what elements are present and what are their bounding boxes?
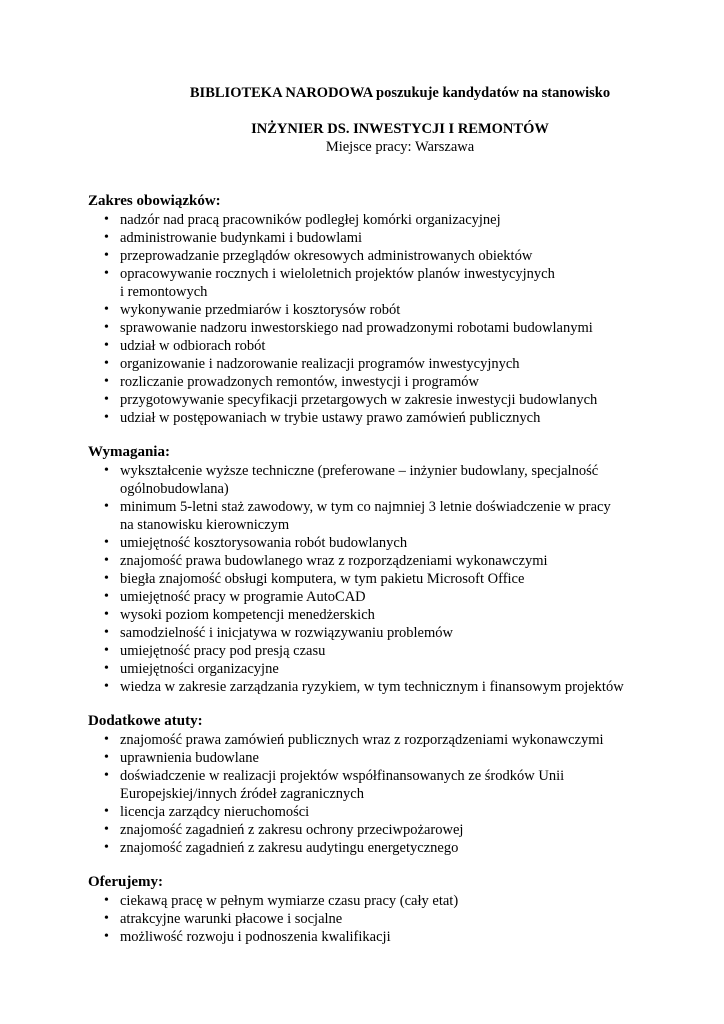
- list-item-text: umiejętności organizacyjne: [120, 661, 279, 677]
- list-item: [88, 892, 684, 910]
- list-item: [88, 803, 684, 821]
- list-item-text: znajomość prawa zamówień publicznych wraz z rozporządzeniami wykonawczymi: [120, 732, 604, 748]
- bullet-icon: •: [104, 911, 109, 926]
- list-item: [88, 731, 684, 749]
- section: [88, 873, 684, 946]
- list-item-text: nadzór nad pracą pracowników podległej komórki organizacyjnej: [120, 212, 501, 228]
- list-item-text: umiejętność pracy pod presją czasu: [120, 643, 326, 659]
- list-item: [88, 355, 684, 373]
- bullet-icon: •: [104, 320, 109, 335]
- list-item-text: atrakcyjne warunki płacowe i socjalne: [120, 911, 343, 927]
- bullet-icon: •: [104, 392, 109, 407]
- bullet-list: [88, 462, 684, 696]
- list-item-text: organizowanie i nadzorowanie realizacji programów inwestycyjnych: [120, 356, 520, 372]
- list-item: [88, 391, 684, 409]
- list-item-text: doświadczenie w realizacji projektów współfinansowanych ze środków Unii: [120, 768, 565, 784]
- list-item: [88, 337, 684, 355]
- list-item-text: wiedza w zakresie zarządzania ryzykiem, w tym technicznym i finansowym projektów: [120, 679, 624, 695]
- bullet-icon: •: [104, 893, 109, 908]
- list-item-text: wysoki poziom kompetencji menedżerskich: [120, 607, 375, 623]
- position-title: INŻYNIER DS. INWESTYCJI I REMONTÓW: [251, 121, 549, 137]
- list-item-text: ciekawą pracę w pełnym wymiarze czasu pracy (cały etat): [120, 893, 459, 909]
- list-item: [88, 660, 684, 678]
- list-item-text: udział w odbiorach robót: [120, 338, 266, 354]
- list-item: [88, 588, 684, 606]
- bullet-icon: •: [104, 929, 109, 944]
- bullet-icon: •: [104, 679, 109, 694]
- list-item: [88, 928, 684, 946]
- section-title: Oferujemy:: [88, 874, 163, 890]
- list-item-text: Europejskiej/innych źródeł zagranicznych: [120, 786, 364, 802]
- list-item: [88, 624, 684, 642]
- work-location: Miejsce pracy: Warszawa: [325, 139, 475, 155]
- bullet-icon: •: [104, 356, 109, 371]
- bullet-icon: •: [104, 302, 109, 317]
- list-item: [88, 821, 684, 839]
- list-item: [88, 570, 684, 588]
- section: [88, 192, 684, 427]
- bullet-icon: •: [104, 410, 109, 425]
- list-item: [88, 749, 684, 767]
- document-header: [0, 84, 724, 156]
- list-item-text: znajomość zagadnień z zakresu ochrony przeciwpożarowej: [120, 822, 464, 838]
- list-item: [88, 839, 684, 857]
- list-item-text: przeprowadzanie przeglądów okresowych administrowanych obiektów: [120, 248, 533, 264]
- bullet-icon: •: [104, 553, 109, 568]
- bullet-icon: •: [104, 840, 109, 855]
- bullet-icon: •: [104, 822, 109, 837]
- section: [88, 443, 684, 696]
- bullet-icon: •: [104, 661, 109, 676]
- list-item: [88, 552, 684, 570]
- list-item: [88, 534, 684, 552]
- list-item-text: możliwość rozwoju i podnoszenia kwalifikacji: [120, 929, 391, 945]
- list-item-text: rozliczanie prowadzonych remontów, inwestycji i programów: [120, 374, 480, 390]
- bullet-icon: •: [104, 804, 109, 819]
- list-item: [88, 301, 684, 319]
- section: [88, 712, 684, 857]
- list-item-text: przygotowywanie specyfikacji przetargowych w zakresie inwestycji budowlanych: [120, 392, 598, 408]
- bullet-list: [88, 731, 684, 857]
- bullet-icon: •: [104, 248, 109, 263]
- list-item-text: biegła znajomość obsługi komputera, w tym pakietu Microsoft Office: [120, 571, 525, 587]
- bullet-icon: •: [104, 374, 109, 389]
- list-item-text: uprawnienia budowlane: [120, 750, 259, 766]
- list-item: [88, 678, 684, 696]
- list-item: [88, 265, 684, 301]
- list-item-text: umiejętność kosztorysowania robót budowlanych: [120, 535, 408, 551]
- list-item: [88, 910, 684, 928]
- list-item-text: i remontowych: [120, 284, 208, 300]
- list-item: [88, 462, 684, 498]
- bullet-icon: •: [104, 212, 109, 227]
- bullet-icon: •: [104, 266, 109, 281]
- list-item: [88, 247, 684, 265]
- section-title: Dodatkowe atuty:: [88, 713, 203, 729]
- list-item: [88, 211, 684, 229]
- bullet-icon: •: [104, 643, 109, 658]
- list-item: [88, 606, 684, 624]
- section-title: Wymagania:: [88, 444, 170, 460]
- bullet-icon: •: [104, 535, 109, 550]
- list-item-text: licencja zarządcy nieruchomości: [120, 804, 310, 820]
- list-item: [88, 498, 684, 534]
- list-item-text: opracowywanie rocznych i wieloletnich projektów planów inwestycyjnych: [120, 266, 555, 282]
- bullet-icon: •: [104, 732, 109, 747]
- list-item-text: minimum 5-letni staż zawodowy, w tym co najmniej 3 letnie doświadczenie w pracy: [120, 499, 611, 515]
- bullet-icon: •: [104, 230, 109, 245]
- list-item-text: umiejętność pracy w programie AutoCAD: [120, 589, 366, 605]
- bullet-icon: •: [104, 338, 109, 353]
- list-item-text: sprawowanie nadzoru inwestorskiego nad prowadzonymi robotami budowlanymi: [120, 320, 593, 336]
- bullet-icon: •: [104, 768, 109, 783]
- list-item-text: wykonywanie przedmiarów i kosztorysów robót: [120, 302, 401, 318]
- announcement-line: BIBLIOTEKA NARODOWA poszukuje kandydatów na stanowisko: [189, 85, 611, 101]
- list-item-text: udział w postępowaniach w trybie ustawy prawo zamówień publicznych: [120, 410, 541, 426]
- bullet-icon: •: [104, 607, 109, 622]
- list-item-text: na stanowisku kierowniczym: [120, 517, 290, 533]
- list-item: [88, 642, 684, 660]
- bullet-icon: •: [104, 499, 109, 514]
- sections-container: [88, 192, 684, 946]
- list-item-text: znajomość zagadnień z zakresu audytingu energetycznego: [120, 840, 459, 856]
- list-item: [88, 319, 684, 337]
- bullet-icon: •: [104, 571, 109, 586]
- bullet-icon: •: [104, 750, 109, 765]
- list-item-text: samodzielność i inicjatywa w rozwiązywaniu problemów: [120, 625, 453, 641]
- bullet-icon: •: [104, 625, 109, 640]
- bullet-list: [88, 211, 684, 427]
- bullet-icon: •: [104, 463, 109, 478]
- bullet-list: [88, 892, 684, 946]
- list-item-text: administrowanie budynkami i budowlami: [120, 230, 363, 246]
- list-item-text: znajomość prawa budowlanego wraz z rozporządzeniami wykonawczymi: [120, 553, 548, 569]
- list-item-text: wykształcenie wyższe techniczne (preferowane – inżynier budowlany, specjalność: [120, 463, 599, 479]
- list-item-text: ogólnobudowlana): [120, 481, 229, 497]
- list-item: [88, 767, 684, 803]
- section-title: Zakres obowiązków:: [88, 193, 221, 209]
- list-item: [88, 229, 684, 247]
- list-item: [88, 409, 684, 427]
- list-item: [88, 373, 684, 391]
- bullet-icon: •: [104, 589, 109, 604]
